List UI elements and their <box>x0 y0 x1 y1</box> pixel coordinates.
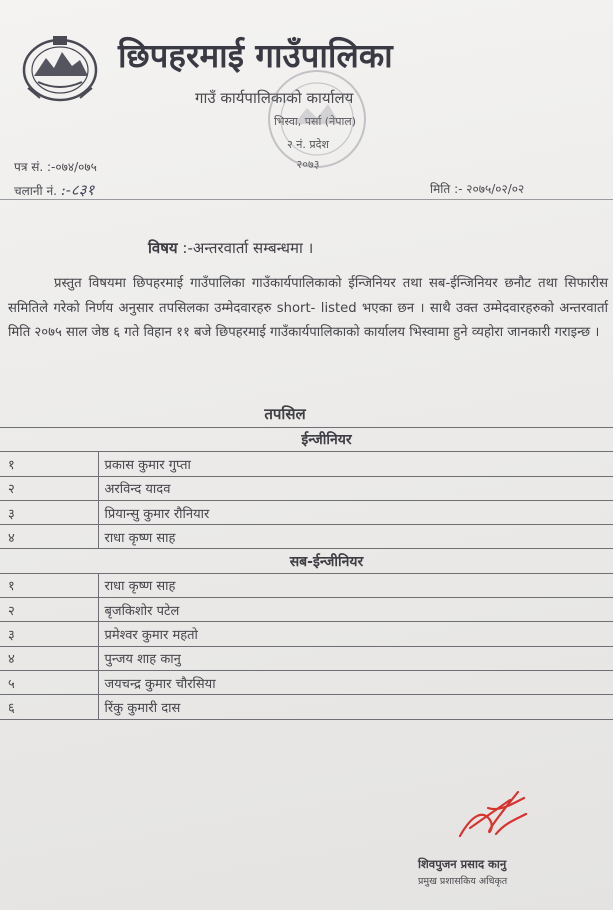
row-number: २ <box>0 476 98 500</box>
reference-label: पत्र सं. <box>14 160 44 174</box>
row-number: ५ <box>0 670 98 694</box>
signatory-name: शिवपुजन प्रसाद कानु <box>418 857 507 871</box>
signatory-title: प्रमुख प्रशासकिय अधिकृत <box>418 876 508 887</box>
body-paragraph: प्रस्तुत विषयमा छिपहरमाई गाउँपालिका गाउँकार्यपालिकाको ईन्जिनियर तथा सब-ईन्जिनियर छनौट तथा सिफारीस समितिले गरेको निर्णय अनुसार तपसिलका उम्मेदवारहरु short- listed भएका छन । साथै उक्त उम्मेदवारहरुको अन्तरवार्ता मिति २०७५ साल जेष्ठ ६ गते विहान ११ बजे छिपहरमाई गाउँकार्यपालिकाको कार्यालय भिस्वामा हुने व्यहोरा जानकारी गराइन्छ । <box>8 276 608 340</box>
table-row <box>0 646 613 670</box>
header-divider <box>0 199 613 200</box>
date-value: :- २०७५/०२/०२ <box>454 182 525 196</box>
candidate-name: पुन्जय शाह कानु <box>98 646 613 670</box>
row-number: १ <box>0 452 98 476</box>
office-province: २ नं. प्रदेश <box>287 138 329 151</box>
date-label: मिति <box>430 182 451 196</box>
table-row <box>0 525 613 549</box>
group-name: ईन्जीनियर <box>0 428 613 452</box>
group-name: सब-ईन्जीनियर <box>0 549 613 573</box>
dispatch-number <box>14 180 94 200</box>
group-header-row <box>0 428 613 452</box>
table-row <box>0 670 613 694</box>
row-number: ३ <box>0 500 98 524</box>
row-number: २ <box>0 598 98 622</box>
government-emblem-icon <box>20 32 100 104</box>
reference-value: :-०७४/०७५ <box>47 160 97 174</box>
office-address: भिस्वा, पर्सा (नेपाल) <box>273 115 357 128</box>
table-row <box>0 573 613 597</box>
candidate-name: प्रकास कुमार गुप्ता <box>98 452 613 476</box>
official-stamp-icon <box>262 64 372 174</box>
office-name: छिपहरमाई गाउँपालिका <box>118 36 393 75</box>
reference-number <box>14 158 97 175</box>
table-row <box>0 598 613 622</box>
table-row <box>0 476 613 500</box>
list-title: तपसिल <box>264 405 306 423</box>
row-number: ६ <box>0 695 98 719</box>
candidate-name: रिंकु कुमारी दास <box>98 695 613 719</box>
office-subtitle: गाउँ कार्यपालिकाको कार्यालय <box>195 89 354 107</box>
subject-text: :-अन्तरवार्ता सम्बन्धमा । <box>182 239 314 257</box>
table-row <box>0 695 613 719</box>
candidate-name: बृजकिशोर पटेल <box>98 598 613 622</box>
row-number: १ <box>0 573 98 597</box>
candidate-name: राधा कृष्ण साह <box>98 525 613 549</box>
letter-date <box>430 180 524 197</box>
signature-icon <box>440 778 540 848</box>
row-number: ३ <box>0 622 98 646</box>
subject-label: विषय <box>148 239 178 257</box>
candidate-name: अरविन्द यादव <box>98 476 613 500</box>
table-row <box>0 500 613 524</box>
candidate-name: प्रियान्सु कुमार रौनियार <box>98 500 613 524</box>
candidate-name: जयचन्द्र कुमार चौरसिया <box>98 670 613 694</box>
candidate-name: राधा कृष्ण साह <box>98 573 613 597</box>
group-header-row <box>0 549 613 573</box>
dispatch-label: चलानी नं. <box>14 184 57 198</box>
row-number: ४ <box>0 525 98 549</box>
subject-line <box>148 238 313 258</box>
table-row <box>0 452 613 476</box>
candidate-name: प्रमेश्वर कुमार महतो <box>98 622 613 646</box>
table-row <box>0 622 613 646</box>
office-year: २०७३ <box>296 158 320 171</box>
row-number: ४ <box>0 646 98 670</box>
candidate-table <box>0 427 613 720</box>
dispatch-value: :-८३१ <box>60 181 95 199</box>
